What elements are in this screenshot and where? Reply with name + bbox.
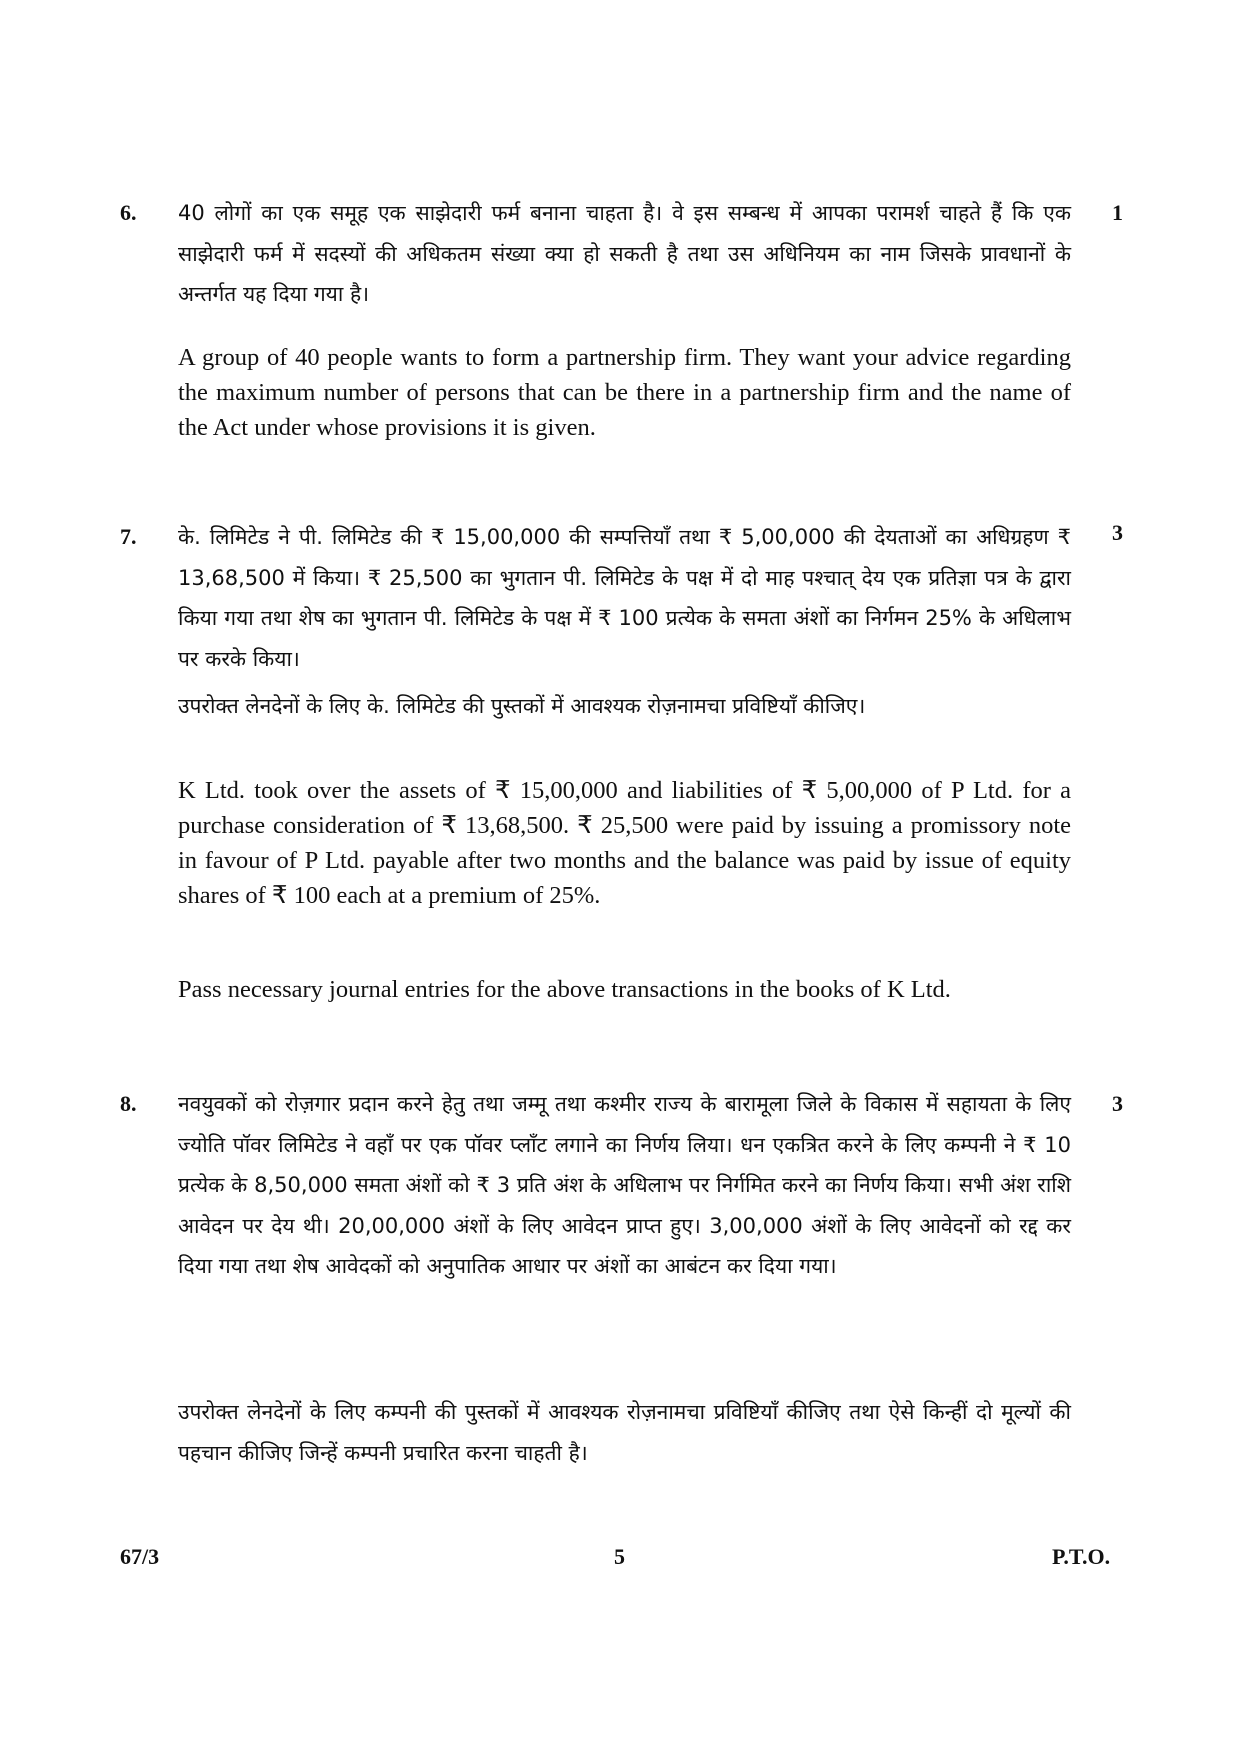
question-7-english-instruction: Pass necessary journal entries for the above transactions in the books of K Ltd. bbox=[178, 976, 951, 1003]
page-number: 5 bbox=[614, 1544, 625, 1569]
question-marks: 3 bbox=[1112, 520, 1123, 545]
question-number: 6. bbox=[120, 200, 137, 225]
question-number: 7. bbox=[120, 524, 137, 549]
question-number: 8. bbox=[120, 1091, 137, 1116]
question-6-english: A group of 40 people wants to form a partnership firm. They want your advice regarding the maximum number of persons that can be there in a partnership firm and the name of the Act under whose provisions it is given. bbox=[178, 344, 1071, 441]
please-turn-over: P.T.O. bbox=[1052, 1544, 1111, 1569]
question-marks: 3 bbox=[1112, 1091, 1123, 1116]
question-8-hindi-instruction: उपरोक्त लेनदेनों के लिए कम्पनी की पुस्तकों में आवश्यक रोज़नामचा प्रविष्टियाँ कीजिए तथा ऐसे किन्हीं दो मूल्यों की पहचान कीजिए जिन्हें कम्पनी प्रचारित करना चाहती है। bbox=[178, 1400, 1071, 1465]
paper-code: 67/3 bbox=[120, 1544, 160, 1569]
question-marks: 1 bbox=[1112, 200, 1123, 225]
question-6-hindi: 40 लोगों का एक समूह एक साझेदारी फर्म बनाना चाहता है। वे इस सम्बन्ध में आपका परामर्श चाहते हैं कि एक साझेदारी फर्म में सदस्यों की अधिकतम संख्या क्या हो सकती है तथा उस अधिनियम का नाम जिसके प्रावधानों के अन्तर्गत यह दिया गया है। bbox=[178, 201, 1071, 306]
question-7-hindi: के. लिमिटेड ने पी. लिमिटेड की ₹ 15,00,000 की सम्पत्तियाँ तथा ₹ 5,00,000 की देयताओं का अधिग्रहण ₹ 13,68,500 में किया। ₹ 25,500 का भुगतान पी. लिमिटेड के पक्ष में दो माह पश्चात् देय एक प्रतिज्ञा पत्र के द्वारा किया गया तथा शेष का भुगतान पी. लिमिटेड के पक्ष में ₹ 100 प्रत्येक के समता अंशों का निर्गमन 25% के अधिलाभ पर करके किया। bbox=[178, 525, 1071, 671]
question-8-hindi: नवयुवकों को रोज़गार प्रदान करने हेतु तथा जम्मू तथा कश्मीर राज्य के बारामूला जिले के विकास में सहायता के लिए ज्योति पॉवर लिमिटेड ने वहाँ पर एक पॉवर प्लाँट लगाने का निर्णय लिया। धन एकत्रित करने के लिए कम्पनी ने ₹ 10 प्रत्येक के 8,50,000 समता अंशों को ₹ 3 प्रति अंश के अधिलाभ पर निर्गमित करने का निर्णय किया। सभी अंश राशि आवेदन पर देय थी। 20,00,000 अंशों के लिए आवेदन प्राप्त हुए। 3,00,000 अंशों के लिए आवेदनों को रद्द कर दिया गया तथा शेष आवेदकों को अनुपातिक आधार पर अंशों का आबंटन कर दिया गया। bbox=[178, 1092, 1071, 1278]
question-7-english: K Ltd. took over the assets of ₹ 15,00,000 and liabilities of ₹ 5,00,000 of P Ltd. for a purchase consideration of ₹ 13,68,500. ₹ 25,500 were paid by issuing a promissory note in favour of P Ltd. payable after two months and the balance was paid by issue of equity shares of ₹ 100 each at a premium of 25%. bbox=[178, 777, 1071, 909]
question-7-hindi-instruction: उपरोक्त लेनदेनों के लिए के. लिमिटेड की पुस्तकों में आवश्यक रोज़नामचा प्रविष्टियाँ कीजिए। bbox=[178, 694, 866, 718]
